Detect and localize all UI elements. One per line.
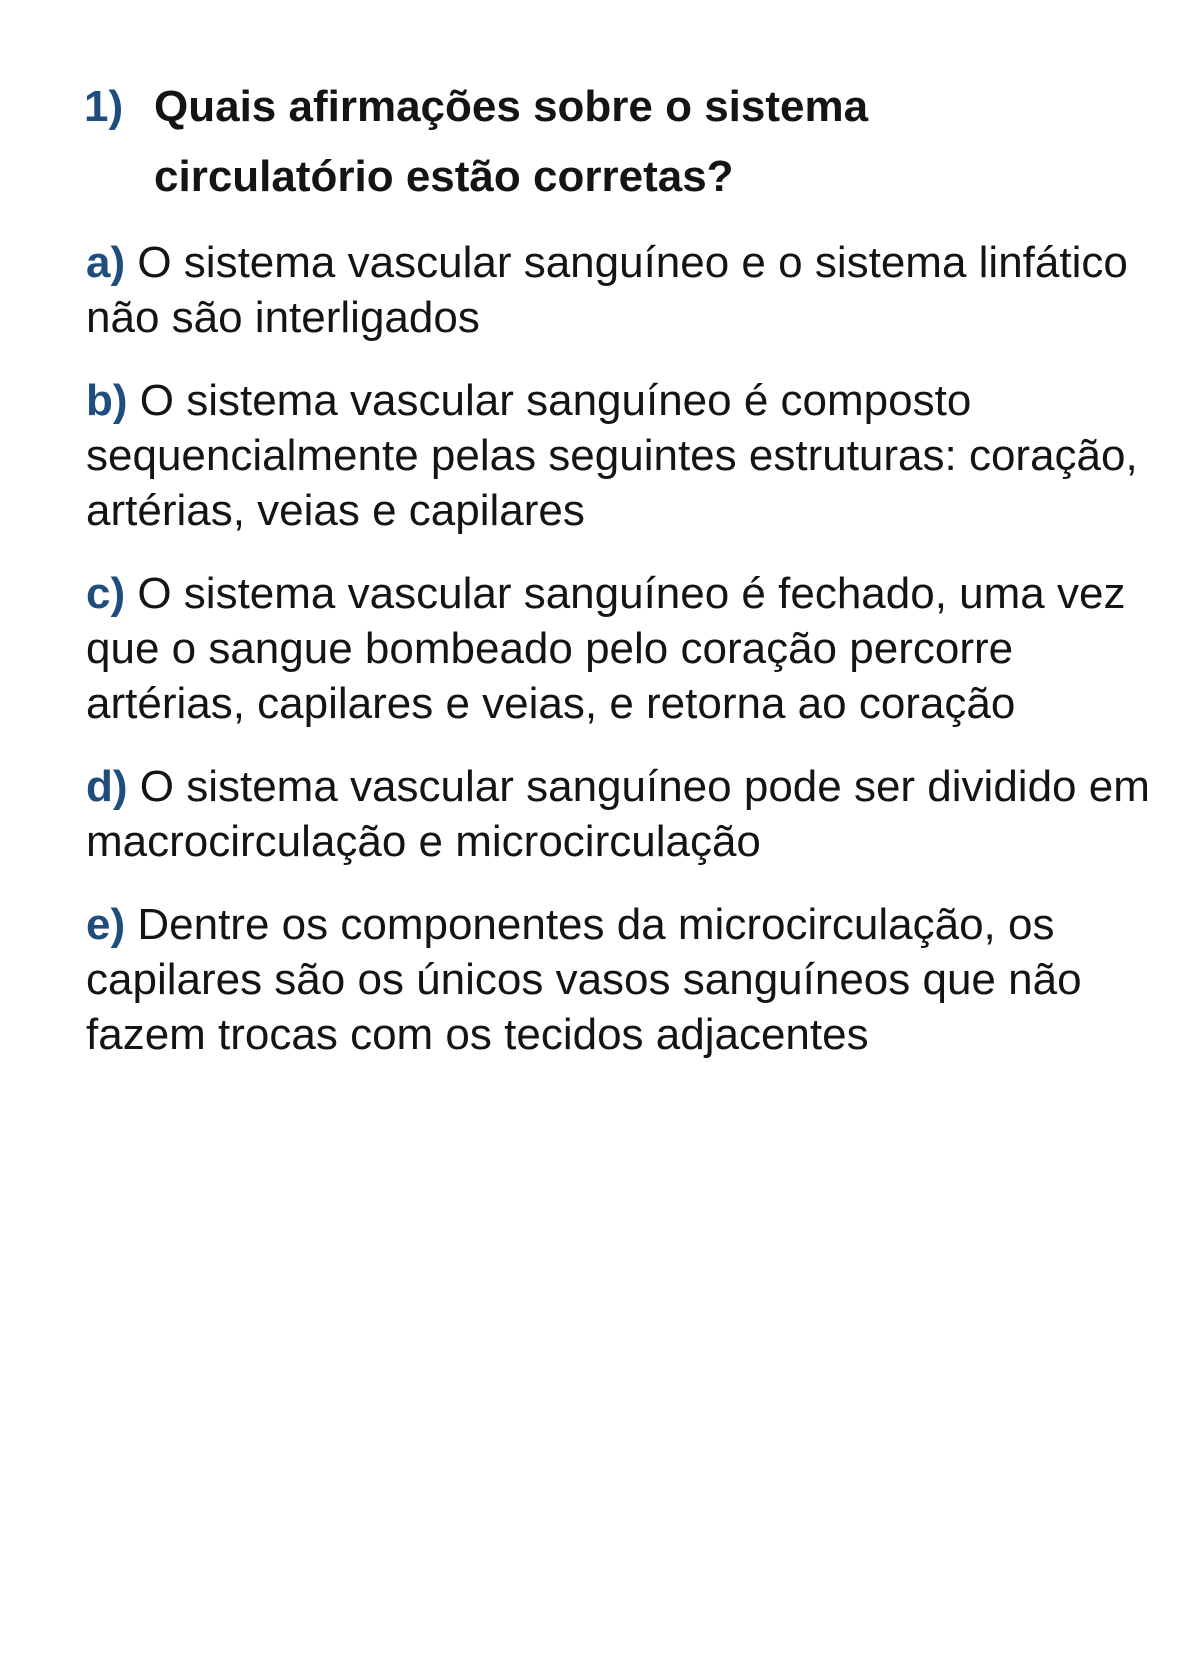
- option-d-text: O sistema vascular sanguíneo pode ser dividido em macrocirculação e microcirculação: [86, 762, 1150, 866]
- option-a-text: O sistema vascular sanguíneo e o sistema linfático não são interligados: [86, 238, 1128, 342]
- option-c: [86, 566, 1166, 731]
- question-block: [84, 72, 1144, 212]
- option-c-text: O sistema vascular sanguíneo é fechado, uma vez que o sangue bombeado pelo coração percorre artérias, capilares e veias, e retorna ao coração: [86, 569, 1126, 728]
- option-e: [86, 897, 1166, 1062]
- question-text: Quais afirmações sobre o sistema circulatório estão corretas?: [154, 82, 869, 201]
- option-b-letter: b): [86, 376, 128, 425]
- answer-options: [86, 235, 1166, 1090]
- option-d-letter: d): [86, 762, 128, 811]
- option-a-letter: a): [86, 238, 126, 287]
- option-d: [86, 759, 1166, 869]
- option-b-text: O sistema vascular sanguíneo é composto sequencialmente pelas seguintes estruturas: coração, artérias, veias e capilares: [86, 376, 1138, 535]
- option-e-letter: e): [86, 900, 126, 949]
- option-c-letter: c): [86, 569, 126, 618]
- question-number: 1): [84, 82, 124, 131]
- option-a: [86, 235, 1166, 345]
- option-e-text: Dentre os componentes da microcirculação, os capilares são os únicos vasos sanguíneos que não fazem trocas com os tecidos adjacentes: [86, 900, 1082, 1059]
- option-b: [86, 373, 1166, 538]
